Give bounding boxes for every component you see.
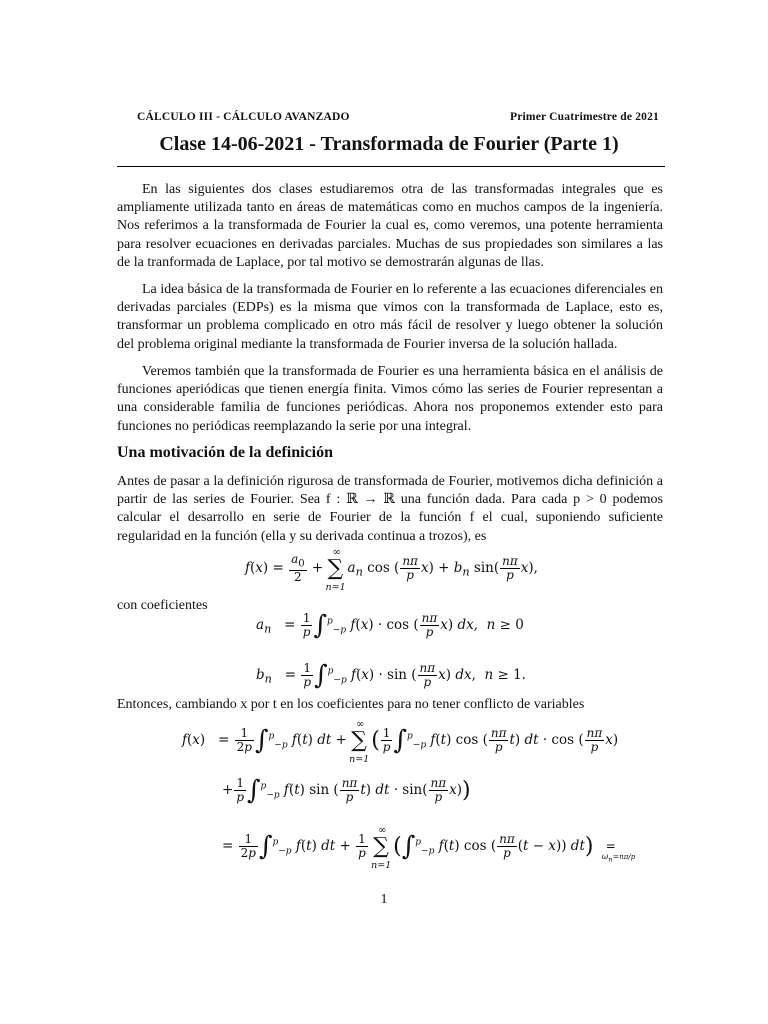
section-title: Una motivación de la definición	[117, 444, 334, 461]
intro-paragraph-3: Veremos también que la transformada de Fourier es una herramienta básica en el análisis de funciones aperiódicas que tienen energía finita. Vimos cómo las series de Fourier representan a una considerable familia de funciones periódicas. Ahora nos proponemos extender esto para funciones no periódicas reemplazando la serie por una integral.	[117, 364, 663, 434]
header-left: CÁLCULO III - CÁLCULO AVANZADO	[137, 111, 350, 123]
intro-paragraph-1: En las siguientes dos clases estudiaremos otra de las transformadas integrales que es ampliamente utilizada tanto en áreas de matemáticas como en muchos campos de la ingeniería. Nos referimos a la transformada de Fourier la cual es, como veremos, una potente herramienta para resolver ecuaciones en derivadas parciales. Muchas de sus propiedades son similares a las de la tranformada de Laplace, por tal motivo se demostrarán algunas de llas.	[117, 182, 663, 270]
entonces-paragraph: Entonces, cambiando x por t en los coeficientes para no tener conflicto de variables	[117, 697, 585, 712]
page-title: Clase 14-06-2021 - Transformada de Fourier (Parte 1)	[159, 133, 619, 155]
section-paragraph: Antes de pasar a la definición rigurosa de transformada de Fourier, motivemos dicha definición a partir de las series de Fourier. Sea f : ℝ → ℝ una función dada. Para cada p > 0 podemos calcular el desarrollo en serie de Fourier de la función f el cual, suponiendo suficiente regularidad en la función (ella y su derivada continua a trozos), es	[117, 474, 663, 544]
coefficient-an-equation: $a_n$ = $\frac{1}{p}$ ∫$^p_{-p}$ f(x) · cos ( $\frac{n\pi}{p}$ x) dx, n ≥ 0	[256, 610, 524, 641]
derivation-line-2: + $\frac{1}{p}$ ∫$^p_{-p}$ f(t) sin ( $\frac{n\pi}{p}$ t) dt · sin( $\frac{n\pi}{p}$ x))	[222, 775, 471, 806]
title-divider	[117, 166, 665, 167]
header-right: Primer Cuatrimestre de 2021	[510, 111, 659, 123]
con-coeficientes: con coeficientes	[117, 598, 208, 613]
coefficient-bn-equation: $b_n$ = $\frac{1}{p}$ ∫$^p_{-p}$ f(x) · sin ( $\frac{n\pi}{p}$ x) dx, n ≥ 1.	[256, 660, 526, 691]
page-number: 1	[380, 892, 388, 907]
derivation-line-1: f(x) = $\frac{1}{2p}$ ∫$^p_{-p}$ f(t) dt + ∑ ∞ n=1 ( $\frac{1}{p}$ ∫$^p_{-p}$ f(t) cos ( $\frac{n\pi}{p}$ t) dt · cos ( $\frac{n\pi}{p}$ x)	[182, 719, 619, 765]
derivation-line-3: = $\frac{1}{2p}$ ∫$^p_{-p}$ f(t) dt + $\frac{1}{p}$ ∑ ∞ n=1 (∫$^p_{-p}$ f(t) cos ( $\frac{n\pi}{p}$ (t − x)) dt) = $\omega_n=n\pi/p$	[222, 825, 636, 871]
fourier-series-equation: f(x) = $\frac{a_0}{2}$ + ∑ ∞ n=1 $a_n$ cos ( $\frac{n\pi}{p}$ $x) + b_n$ sin( $\frac{n\pi}{p}$ x),	[245, 547, 538, 594]
intro-paragraph-2: La idea básica de la transformada de Fourier en lo referente a las ecuaciones diferenciales en derivadas parciales (EDPs) es la misma que vimos con la transformada de Laplace, esto es, transformar un problema complicado en otro más fácil de resolver y luego obtener la solución del problema original mediante la transformada de Fourier inversa de la solución hallada.	[117, 282, 663, 352]
